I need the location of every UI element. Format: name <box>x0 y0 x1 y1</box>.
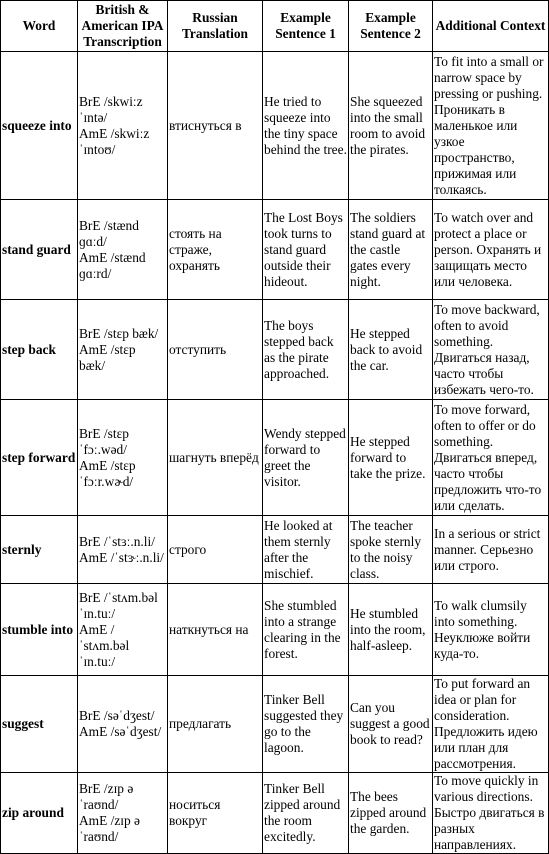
word-cell: stand guard <box>1 200 78 300</box>
example-2-cell: He stumbled into the room, half-asleep. <box>349 584 433 676</box>
russian-cell: стоять на страже, охранять <box>168 200 263 300</box>
ipa-line: ˈraʊnd/ <box>79 829 119 844</box>
table-row <box>1 773 549 854</box>
word-cell: suggest <box>1 676 78 773</box>
header-row <box>1 1 549 52</box>
example-2-cell: She squeezed into the small room to avoid the pirates. <box>349 52 433 200</box>
context-cell: To move backward, often to avoid something. Двигаться назад, часто чтобы избежать чего-то. <box>433 300 549 400</box>
ipa-line: AmE /səˈdʒest/ <box>79 724 162 739</box>
ipa-line: ˈraʊnd/ <box>79 797 119 812</box>
ipa-line: ˈɪn.tuː/ <box>79 605 116 621</box>
ipa-line: bæk/ <box>79 357 106 373</box>
context-cell: In a serious or strict manner. Серьезно или строго. <box>433 516 549 584</box>
table-row <box>1 52 549 200</box>
ipa-line: ɡɑːrd/ <box>79 265 112 281</box>
ipa-line: AmE /zɪp ə <box>79 813 140 828</box>
ipa-line: AmE /stɛp <box>79 341 136 357</box>
example-1-cell: Tinker Bell zipped around the room excitedly. <box>263 773 349 854</box>
table-row <box>1 300 549 400</box>
ipa-line: BrE /səˈdʒest/ <box>79 708 155 723</box>
ipa-line: AmE /stænd <box>79 249 146 265</box>
word-cell: zip around <box>1 773 78 854</box>
example-1-cell: Tinker Bell suggested they go to the lagoon. <box>263 676 349 773</box>
word-cell: step forward <box>1 400 78 516</box>
ipa-cell <box>78 200 168 300</box>
table-row <box>1 516 549 584</box>
ipa-line: BrE /stɛp <box>79 425 129 441</box>
table-row <box>1 400 549 516</box>
word-cell: stumble into <box>1 584 78 676</box>
ipa-line: ˈfɔːr.wɚd/ <box>79 473 134 489</box>
context-cell: To watch over and protect a place or person. Охранять и защищать место или человека. <box>433 200 549 300</box>
context-cell: To walk clumsily into something. Неуклюже войти куда-то. <box>433 584 549 676</box>
ipa-cell <box>78 516 168 584</box>
ipa-line: ɡɑːd/ <box>79 233 107 249</box>
header-ipa: British & American IPA Transcription <box>78 1 168 52</box>
example-1-cell: The Lost Boys took turns to stand guard outside their hideout. <box>263 200 349 300</box>
example-1-cell: She stumbled into a strange clearing in the forest. <box>263 584 349 676</box>
example-2-cell: He stepped back to avoid the car. <box>349 300 433 400</box>
ipa-line: BrE /stɛp bæk/ <box>79 325 159 341</box>
ipa-line: ˈɪn.tuː/ <box>79 653 116 669</box>
ipa-cell <box>78 584 168 676</box>
russian-cell: предлагать <box>168 676 263 773</box>
ipa-line: ˈɪntə/ <box>79 109 108 125</box>
russian-cell: втиснуться в <box>168 52 263 200</box>
russian-cell: шагнуть вперёд <box>168 400 263 516</box>
ipa-line: AmE /ˈstɝː.n.li/ <box>79 549 164 565</box>
word-cell: squeeze into <box>1 52 78 200</box>
header-russian: Russian Translation <box>168 1 263 52</box>
ipa-line: ˈfɔː.wəd/ <box>79 441 127 457</box>
ipa-line: BrE /stænd <box>79 217 139 233</box>
ipa-line: ˈɪntoʊ/ <box>79 141 116 157</box>
ipa-cell <box>78 676 168 773</box>
ipa-line: BrE /skwiːz <box>79 93 143 109</box>
example-1-cell: Wendy stepped forward to greet the visitor. <box>263 400 349 516</box>
context-cell: To move forward, often to offer or do something. Двигаться вперед, часто чтобы предложить что-то или сделать. <box>433 400 549 516</box>
ipa-line: AmE /stɛp <box>79 457 136 473</box>
table-row <box>1 584 549 676</box>
ipa-line: AmE /skwiːz <box>79 125 150 141</box>
context-cell: To move quickly in various directions. Быстро двигаться в разных направлениях. <box>433 773 549 854</box>
word-cell: step back <box>1 300 78 400</box>
example-2-cell: Can you suggest a good book to read? <box>349 676 433 773</box>
word-cell: sternly <box>1 516 78 584</box>
ipa-cell <box>78 300 168 400</box>
example-2-cell: The soldiers stand guard at the castle gates every night. <box>349 200 433 300</box>
russian-cell: носиться вокруг <box>168 773 263 854</box>
table-body <box>1 52 549 854</box>
russian-cell: строго <box>168 516 263 584</box>
ipa-line: AmE / <box>79 621 115 637</box>
example-1-cell: He tried to squeeze into the tiny space behind the tree. <box>263 52 349 200</box>
ipa-line: BrE /ˈstʌm.bəl <box>79 589 158 605</box>
ipa-line: ˈstʌm.bəl <box>79 637 130 653</box>
ipa-cell <box>78 52 168 200</box>
header-context: Additional Context <box>433 1 549 52</box>
russian-cell: отступить <box>168 300 263 400</box>
table-row <box>1 200 549 300</box>
header-word: Word <box>1 1 78 52</box>
header-example-1: Example Sentence 1 <box>263 1 349 52</box>
ipa-cell <box>78 400 168 516</box>
example-1-cell: He looked at them sternly after the mischief. <box>263 516 349 584</box>
example-2-cell: The bees zipped around the garden. <box>349 773 433 854</box>
ipa-cell <box>78 773 168 854</box>
header-example-2: Example Sentence 2 <box>349 1 433 52</box>
example-2-cell: The teacher spoke sternly to the noisy class. <box>349 516 433 584</box>
context-cell: To fit into a small or narrow space by pressing or pushing. Проникать в маленькое или узкое пространство, прижимая или толкаясь. <box>433 52 549 200</box>
table-row <box>1 676 549 773</box>
example-2-cell: He stepped forward to take the prize. <box>349 400 433 516</box>
context-cell: To put forward an idea or plan for consideration. Предложить идею или план для рассмотрения. <box>433 676 549 773</box>
example-1-cell: The boys stepped back as the pirate approached. <box>263 300 349 400</box>
ipa-line: BrE /ˈstɜː.n.li/ <box>79 533 155 549</box>
ipa-line: BrE /zɪp ə <box>79 781 134 796</box>
russian-cell: наткнуться на <box>168 584 263 676</box>
